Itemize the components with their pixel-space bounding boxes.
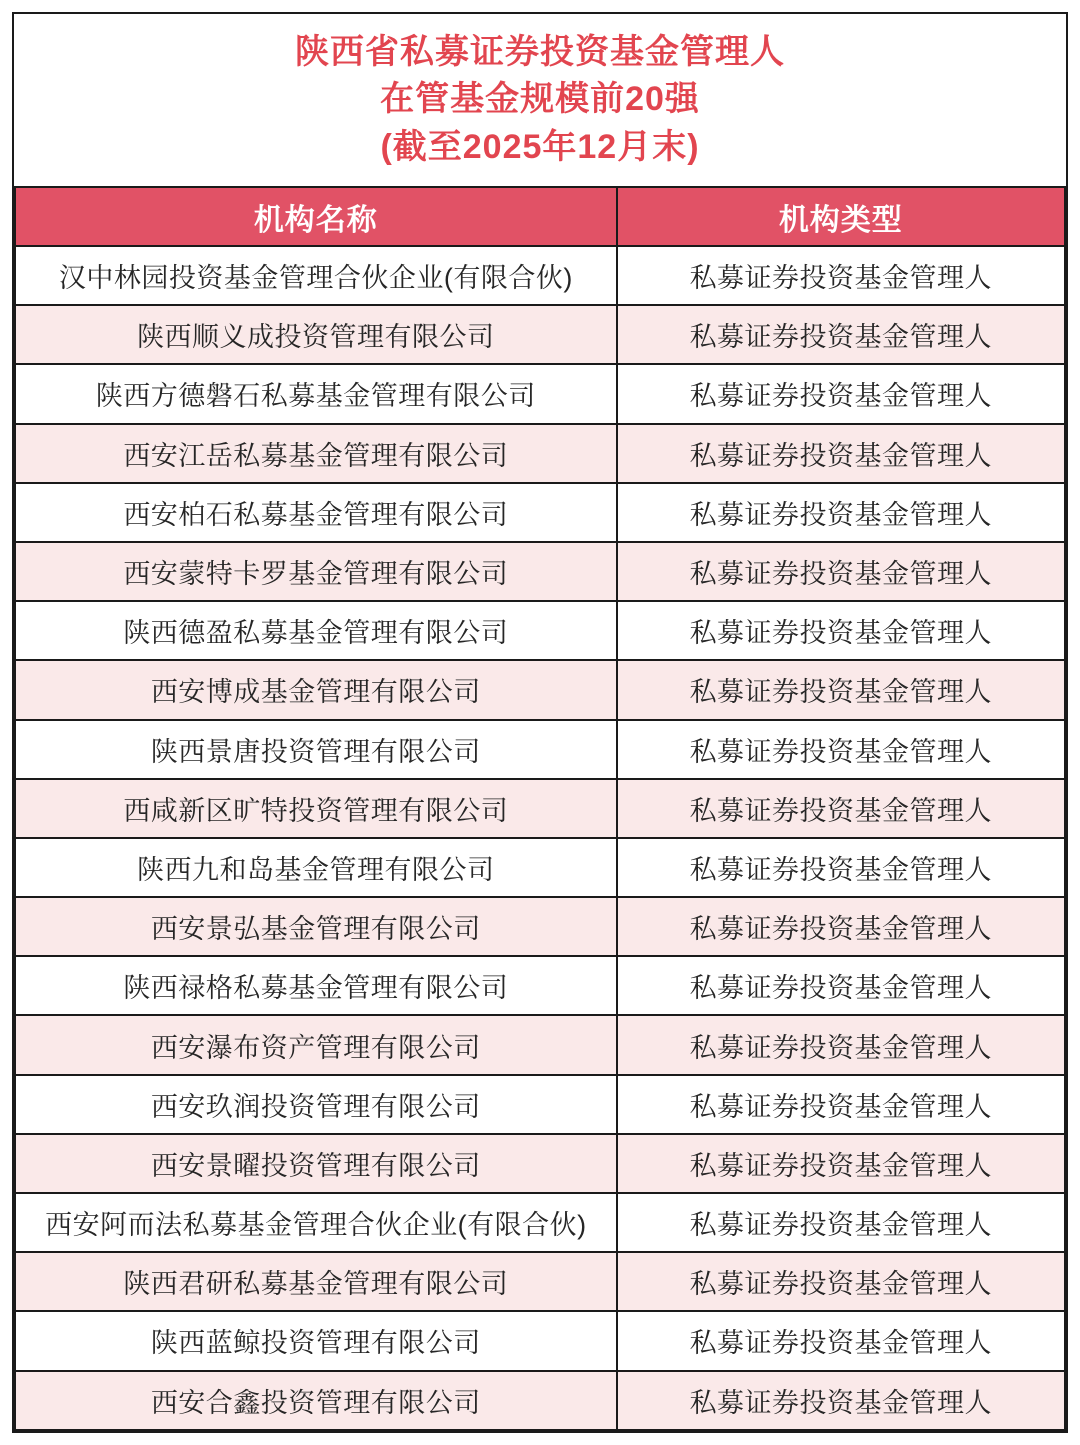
- title-block: [14, 14, 1066, 186]
- table-row: [15, 720, 1065, 779]
- institution-name-cell: 陕西德盈私募基金管理有限公司: [15, 601, 617, 660]
- institution-name-cell: 西安蒙特卡罗基金管理有限公司: [15, 542, 617, 601]
- institution-name-cell: 西安玖润投资管理有限公司: [15, 1075, 617, 1134]
- fund-managers-table: [14, 186, 1066, 1431]
- table-frame: [12, 12, 1068, 1433]
- table-row: [15, 1252, 1065, 1311]
- column-header-institution-type: 机构类型: [617, 187, 1065, 246]
- institution-name-cell: 西安景曜投资管理有限公司: [15, 1134, 617, 1193]
- table-row: [15, 897, 1065, 956]
- institution-type-cell: 私募证券投资基金管理人: [617, 1311, 1065, 1370]
- institution-name-cell: 陕西顺义成投资管理有限公司: [15, 305, 617, 364]
- table-row: [15, 1015, 1065, 1074]
- institution-name-cell: 汉中林园投资基金管理合伙企业(有限合伙): [15, 246, 617, 305]
- institution-name-cell: 陕西景唐投资管理有限公司: [15, 720, 617, 779]
- institution-name-cell: 西安瀑布资产管理有限公司: [15, 1015, 617, 1074]
- table-row: [15, 364, 1065, 423]
- institution-type-cell: 私募证券投资基金管理人: [617, 1134, 1065, 1193]
- institution-type-cell: 私募证券投资基金管理人: [617, 1371, 1065, 1430]
- table-row: [15, 1193, 1065, 1252]
- table-row: [15, 1075, 1065, 1134]
- institution-name-cell: 西安合鑫投资管理有限公司: [15, 1371, 617, 1430]
- institution-type-cell: 私募证券投资基金管理人: [617, 779, 1065, 838]
- table-row: [15, 305, 1065, 364]
- title-line-1: 陕西省私募证券投资基金管理人: [295, 32, 785, 71]
- title-line-3: (截至2025年12月末): [380, 127, 700, 166]
- institution-type-cell: 私募证券投资基金管理人: [617, 424, 1065, 483]
- institution-name-cell: 陕西禄格私募基金管理有限公司: [15, 956, 617, 1015]
- institution-name-cell: 陕西蓝鲸投资管理有限公司: [15, 1311, 617, 1370]
- institution-type-cell: 私募证券投资基金管理人: [617, 897, 1065, 956]
- table-row: [15, 542, 1065, 601]
- institution-name-cell: 西安江岳私募基金管理有限公司: [15, 424, 617, 483]
- institution-name-cell: 西安景弘基金管理有限公司: [15, 897, 617, 956]
- institution-name-cell: 陕西君研私募基金管理有限公司: [15, 1252, 617, 1311]
- table-row: [15, 424, 1065, 483]
- institution-type-cell: 私募证券投资基金管理人: [617, 364, 1065, 423]
- table-row: [15, 1311, 1065, 1370]
- institution-type-cell: 私募证券投资基金管理人: [617, 720, 1065, 779]
- table-body: [15, 246, 1065, 1430]
- table-row: [15, 1371, 1065, 1430]
- table-row: [15, 660, 1065, 719]
- table-row: [15, 1134, 1065, 1193]
- table-row: [15, 601, 1065, 660]
- institution-name-cell: 陕西方德磐石私募基金管理有限公司: [15, 364, 617, 423]
- institution-type-cell: 私募证券投资基金管理人: [617, 660, 1065, 719]
- institution-type-cell: 私募证券投资基金管理人: [617, 1015, 1065, 1074]
- institution-type-cell: 私募证券投资基金管理人: [617, 1252, 1065, 1311]
- institution-type-cell: 私募证券投资基金管理人: [617, 1075, 1065, 1134]
- institution-name-cell: 西咸新区旷特投资管理有限公司: [15, 779, 617, 838]
- column-header-institution-name: 机构名称: [15, 187, 617, 246]
- institution-type-cell: 私募证券投资基金管理人: [617, 838, 1065, 897]
- title-line-2: 在管基金规模前20强: [380, 80, 700, 119]
- institution-name-cell: 西安阿而法私募基金管理合伙企业(有限合伙): [15, 1193, 617, 1252]
- institution-name-cell: 陕西九和岛基金管理有限公司: [15, 838, 617, 897]
- table-row: [15, 246, 1065, 305]
- institution-type-cell: 私募证券投资基金管理人: [617, 1193, 1065, 1252]
- institution-type-cell: 私募证券投资基金管理人: [617, 305, 1065, 364]
- institution-type-cell: 私募证券投资基金管理人: [617, 542, 1065, 601]
- table-row: [15, 956, 1065, 1015]
- table-row: [15, 838, 1065, 897]
- institution-name-cell: 西安柏石私募基金管理有限公司: [15, 483, 617, 542]
- institution-type-cell: 私募证券投资基金管理人: [617, 246, 1065, 305]
- table-row: [15, 483, 1065, 542]
- institution-type-cell: 私募证券投资基金管理人: [617, 483, 1065, 542]
- table-row: [15, 779, 1065, 838]
- institution-type-cell: 私募证券投资基金管理人: [617, 956, 1065, 1015]
- institution-type-cell: 私募证券投资基金管理人: [617, 601, 1065, 660]
- table-header-row: [15, 187, 1065, 246]
- institution-name-cell: 西安博成基金管理有限公司: [15, 660, 617, 719]
